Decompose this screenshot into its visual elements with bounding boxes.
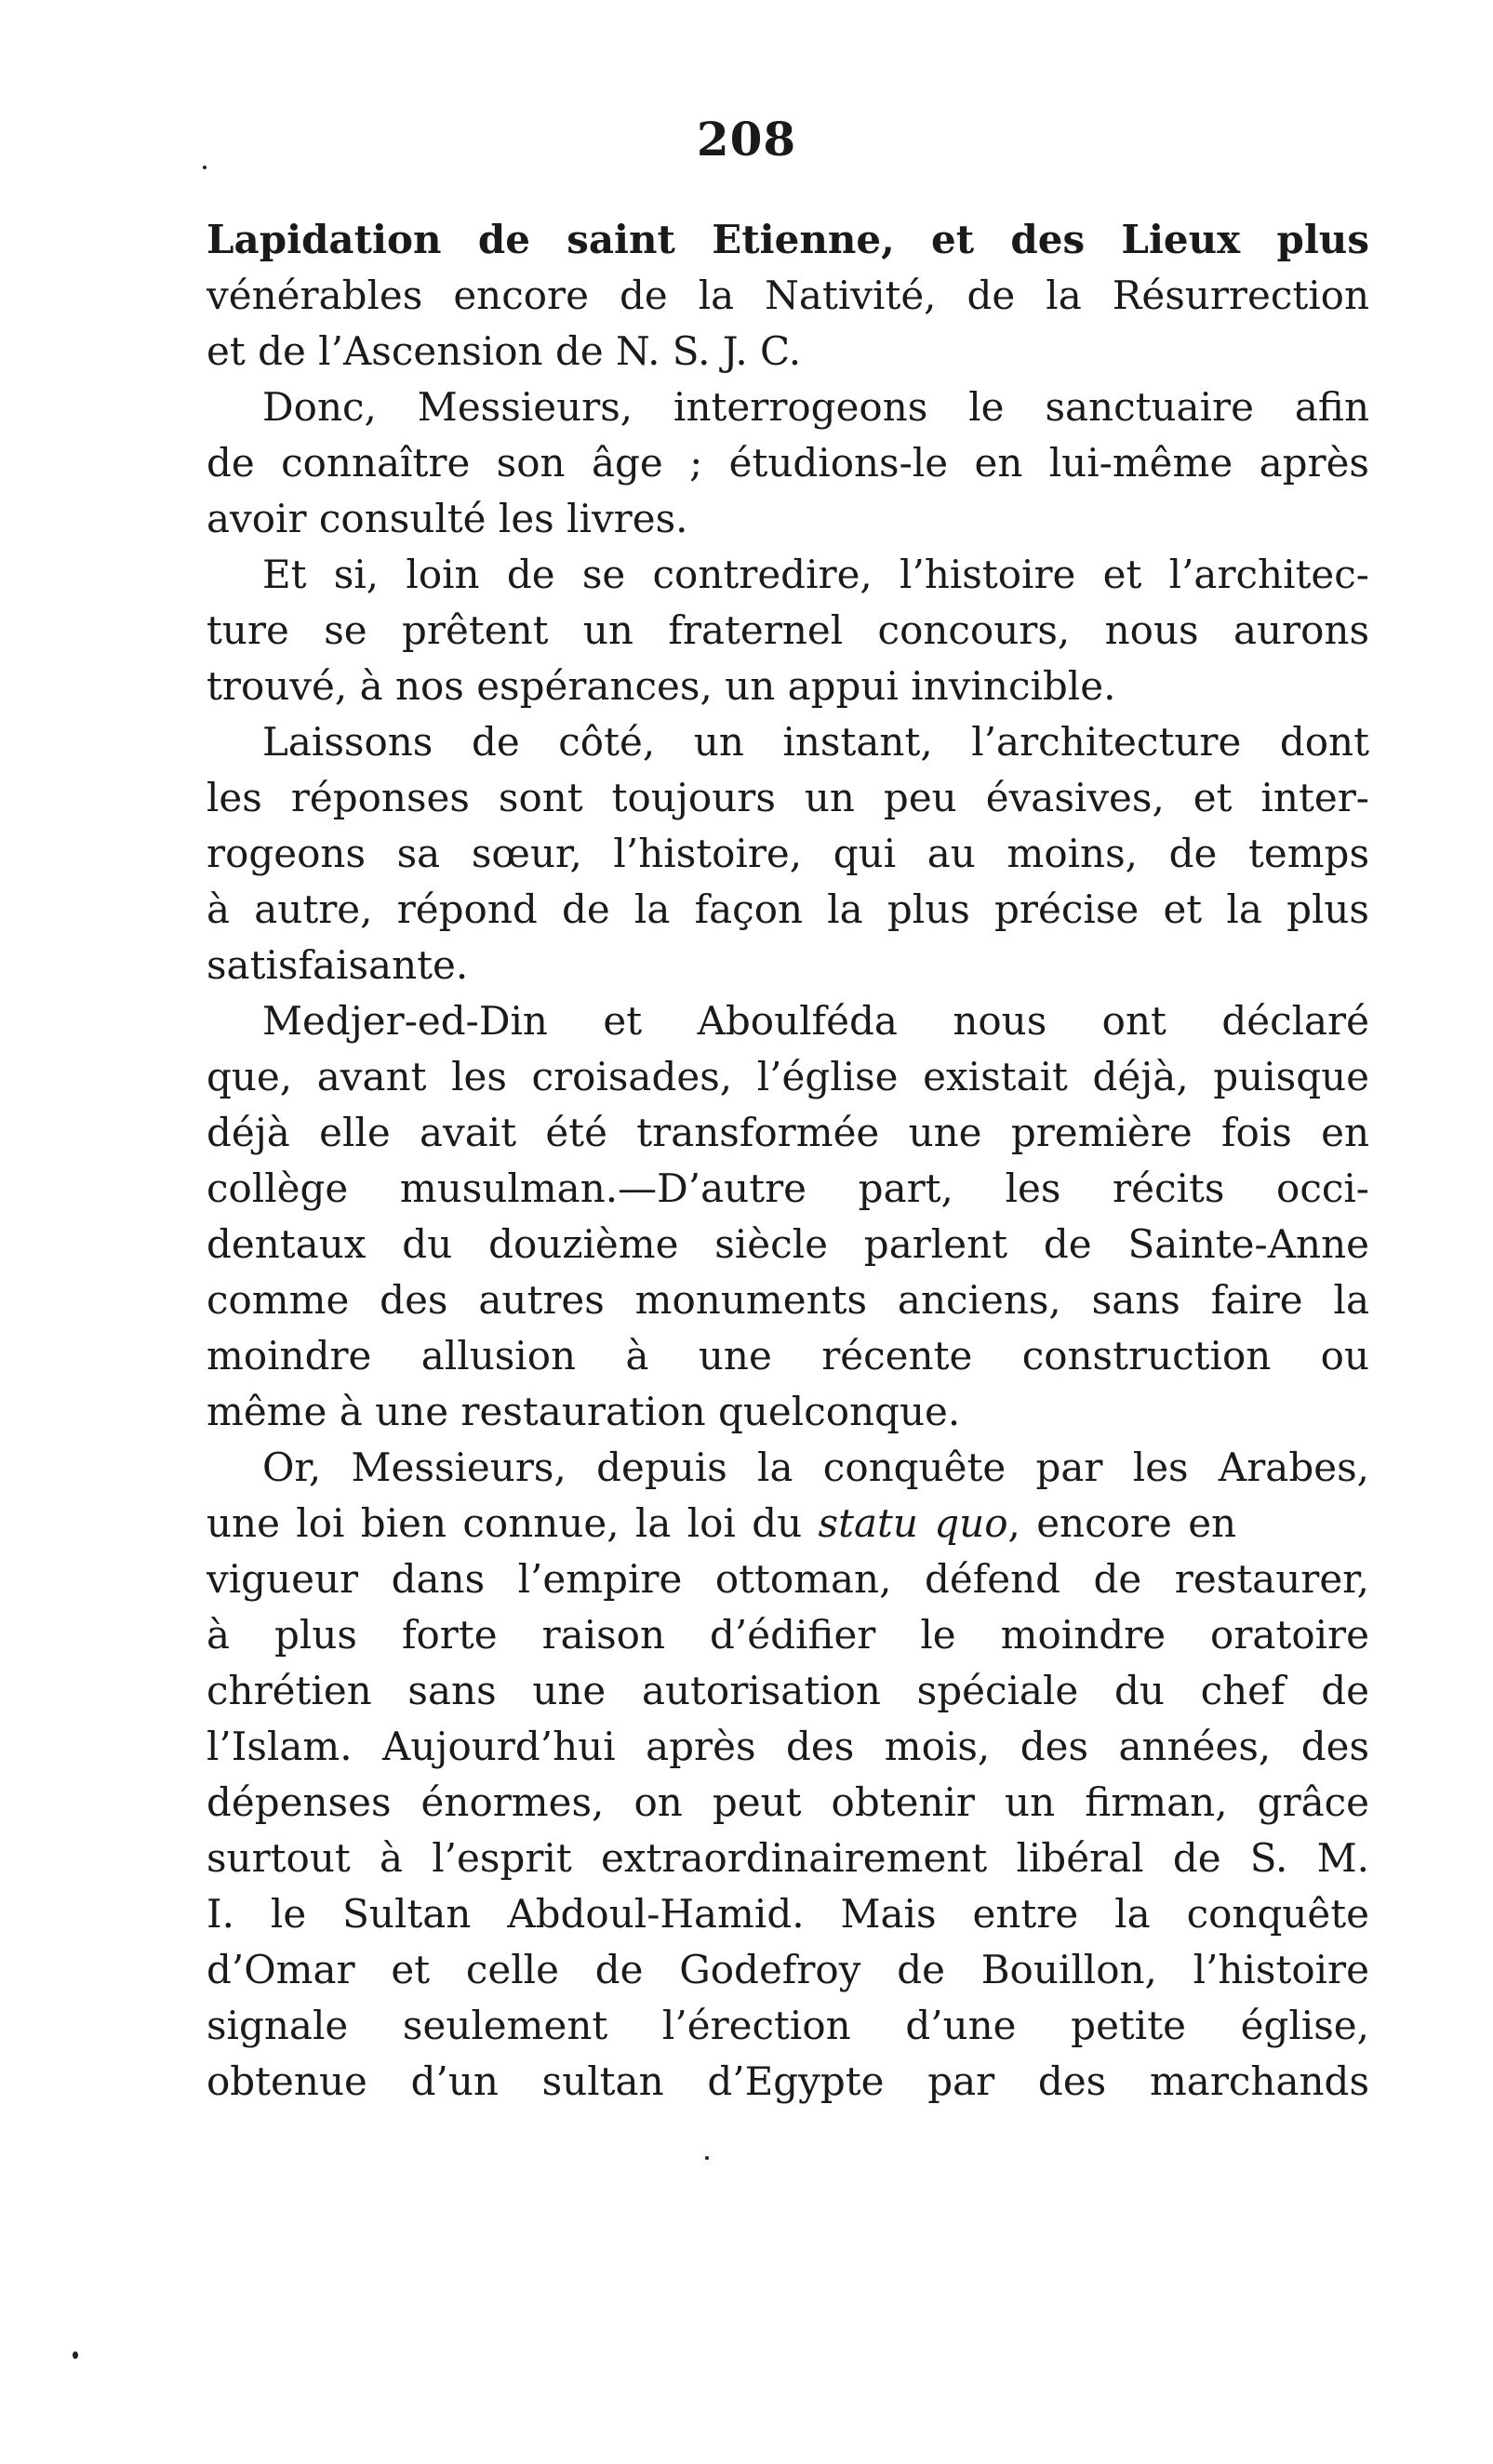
text-line: Medjer-ed-Din et Aboulféda nous ont déclaré — [262, 998, 1369, 1044]
text-line: chrétien sans une autorisation spéciale du chef de — [207, 1668, 1369, 1713]
text-line: et de l’Ascension de N. S. J. C. — [207, 328, 802, 374]
text-line: déjà elle avait été transformée une première fois en — [207, 1110, 1369, 1155]
text-line: dépenses énormes, on peut obtenir un firman, grâce — [207, 1779, 1369, 1825]
text-line: à autre, répond de la façon la plus précise et la plus — [207, 886, 1369, 932]
text-segment: une loi bien connue, la loi du — [207, 1500, 819, 1546]
body-text — [207, 212, 1369, 2110]
text-line: ture se prêtent un fraternel concours, nous aurons — [207, 607, 1369, 653]
page-number: 208 — [696, 112, 797, 166]
text-line: d’Omar et celle de Godefroy de Bouillon, l’histoire — [207, 1947, 1369, 1992]
text-line: l’Islam. Aujourd’hui après des mois, des années, des — [207, 1724, 1369, 1769]
text-line: avoir consulté les livres. — [207, 496, 688, 541]
scan-speck — [705, 2156, 709, 2160]
text-line: comme des autres monuments anciens, sans faire la — [207, 1277, 1369, 1323]
text-line: Donc, Messieurs, interrogeons le sanctuaire afin — [262, 384, 1369, 430]
italic-text-segment: statu quo — [818, 1500, 1008, 1546]
text-line: surtout à l’esprit extraordinairement libéral de S. M. — [207, 1835, 1369, 1881]
text-line: Et si, loin de se contredire, l’histoire et l’architec- — [262, 552, 1369, 597]
text-line: I. le Sultan Abdoul-Hamid. Mais entre la conquête — [207, 1891, 1369, 1937]
text-line: que, avant les croisades, l’église existait déjà, puisque — [207, 1054, 1369, 1099]
text-line: collège musulman.—D’autre part, les récits occi- — [207, 1165, 1369, 1211]
text-line: trouvé, à nos espérances, un appui invincible. — [207, 663, 1116, 709]
text-line — [207, 1496, 1369, 1552]
text-segment: , encore en — [1007, 1500, 1237, 1546]
text-line: les réponses sont toujours un peu évasives, et inter- — [207, 775, 1369, 820]
text-line: même à une restauration quelconque. — [207, 1389, 961, 1434]
text-line: Laissons de côté, un instant, l’architecture dont — [262, 719, 1369, 765]
text-line: dentaux du douzième siècle parlent de Sainte-Anne — [207, 1221, 1369, 1267]
text-line: Or, Messieurs, depuis la conquête par les Arabes, — [262, 1445, 1369, 1490]
text-line: signale seulement l’érection d’une petite église, — [207, 2003, 1369, 2048]
text-line: de connaître son âge ; étudions-le en lui-même après — [207, 440, 1369, 486]
scan-speck — [73, 2351, 78, 2359]
text-line: à plus forte raison d’édifier le moindre oratoire — [207, 1612, 1369, 1658]
text-line: moindre allusion à une récente construction ou — [207, 1333, 1369, 1379]
text-line: obtenue d’un sultan d’Egypte par des marchands — [207, 2058, 1369, 2104]
text-line: Lapidation de saint Etienne, et des Lieux plus — [207, 217, 1369, 262]
scan-speck — [203, 166, 207, 169]
text-line: rogeons sa sœur, l’histoire, qui au moins, de temps — [207, 831, 1369, 876]
text-line: satisfaisante. — [207, 942, 469, 988]
text-line: vigueur dans l’empire ottoman, défend de restaurer, — [207, 1556, 1369, 1602]
text-line: vénérables encore de la Nativité, de la Résurrection — [207, 273, 1369, 318]
